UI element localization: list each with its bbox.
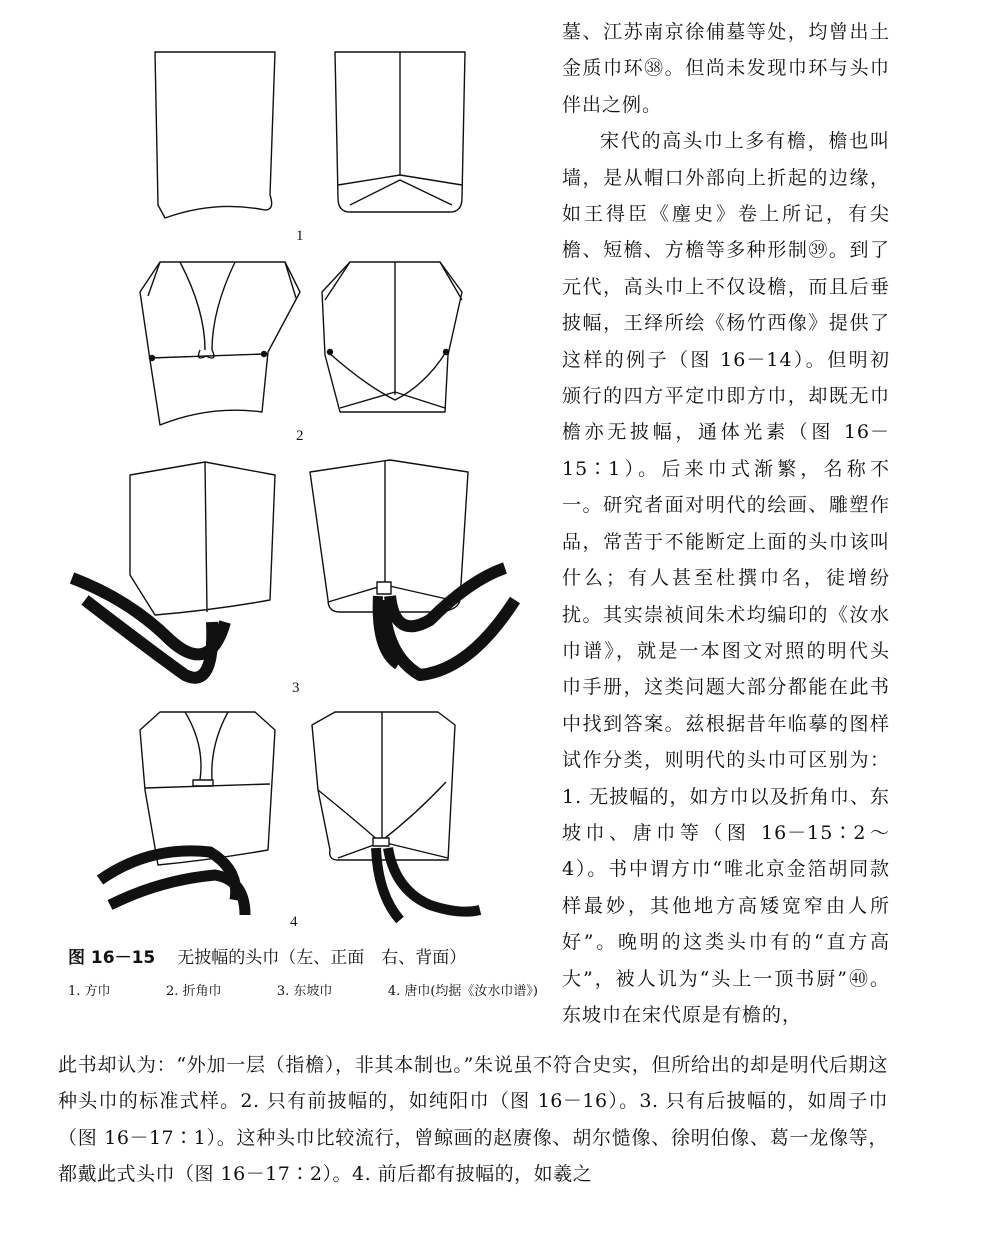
legend-item: 3. 东坡巾 <box>276 984 333 999</box>
figure-row-label: 1 <box>296 228 304 244</box>
fangjin-front-drawing <box>155 52 275 218</box>
figure-caption-id: 图 16－15 <box>68 948 156 968</box>
figure-legend <box>68 980 538 999</box>
zhejiaojin-front-drawing <box>140 262 300 425</box>
dongpojin-front-drawing <box>72 462 275 678</box>
zhejiaojin-back-drawing <box>322 262 462 412</box>
paragraph: 此书却认为：“外加一层（指檐），非其本制也。”朱说虽不符合史实，但所给出的却是明代后期这种头巾的标准式样。2. 只有前披幅的，如纯阳巾（图 16－16）。3. 只有后披幅的，如周子巾（图 16－17∶1）。这种头巾比较流行，曾鲸画的赵赓像、胡尔慥像、徐明伯像、葛一龙像等，都戴此式头巾（图 16－17∶2）。4. 前后都有披幅的，如羲之 <box>58 1054 888 1186</box>
figure-caption-title: 无披幅的头巾（左、正面 右、背面） <box>177 948 467 968</box>
legend-item: 1. 方巾 <box>68 984 111 999</box>
right-text-column <box>562 14 890 1033</box>
paragraph: 墓、江苏南京徐俌墓等处，均曾出土金质巾环㊳。但尚未发现巾环与头巾伴出之例。 <box>562 21 890 116</box>
figure-row-label: 2 <box>296 428 304 444</box>
legend-item: 4. 唐巾(均据《汝水巾谱》) <box>387 984 538 999</box>
figure-caption <box>68 943 466 968</box>
tangjin-back-drawing <box>312 712 480 920</box>
dongpojin-back-drawing <box>310 460 515 675</box>
paragraph: 宋代的高头巾上多有檐，檐也叫墙，是从帽口外部向上折起的边缘，如王得臣《麈史》卷上所记，有尖檐、短檐、方檐等多种形制㊴。到了元代，高头巾上不仅设檐，而且后垂披幅，王绎所绘《杨竹西像》提供了这样的例子（图 16－14）。但明初颁行的四方平定巾即方巾，却既无巾檐亦无披幅，通体光素（图 16－15∶1）。后来巾式渐繁，名称不一。研究者面对明代的绘画、雕塑作品，常苦于不能断定上面的头巾该叫什么；有人甚至杜撰巾名，徒增纷扰。其实崇祯间朱术均编印的《汝水巾谱》，就是一本图文对照的明代头巾手册，这类问题大部分都能在此书中找到答案。兹根据昔年临摹的图样试作分类，则明代的头巾可区别为：1. 无披幅的，如方巾以及折角巾、东坡巾、唐巾等（图 16－15∶2～4）。书中谓方巾“唯北京金箔胡同款样最妙，其他地方高矮宽窄由人所好”。晚明的这类头巾有的“直方高大”，被人讥为“头上一顶书厨”㊵。东坡巾在宋代原是有檐的， <box>562 130 890 1026</box>
fangjin-back-drawing <box>335 52 465 212</box>
legend-item: 2. 折角巾 <box>165 984 222 999</box>
bottom-text-block <box>58 1047 888 1193</box>
figure-row-label: 3 <box>292 680 300 696</box>
figure-row-label: 4 <box>290 914 298 930</box>
tangjin-front-drawing <box>100 712 275 915</box>
